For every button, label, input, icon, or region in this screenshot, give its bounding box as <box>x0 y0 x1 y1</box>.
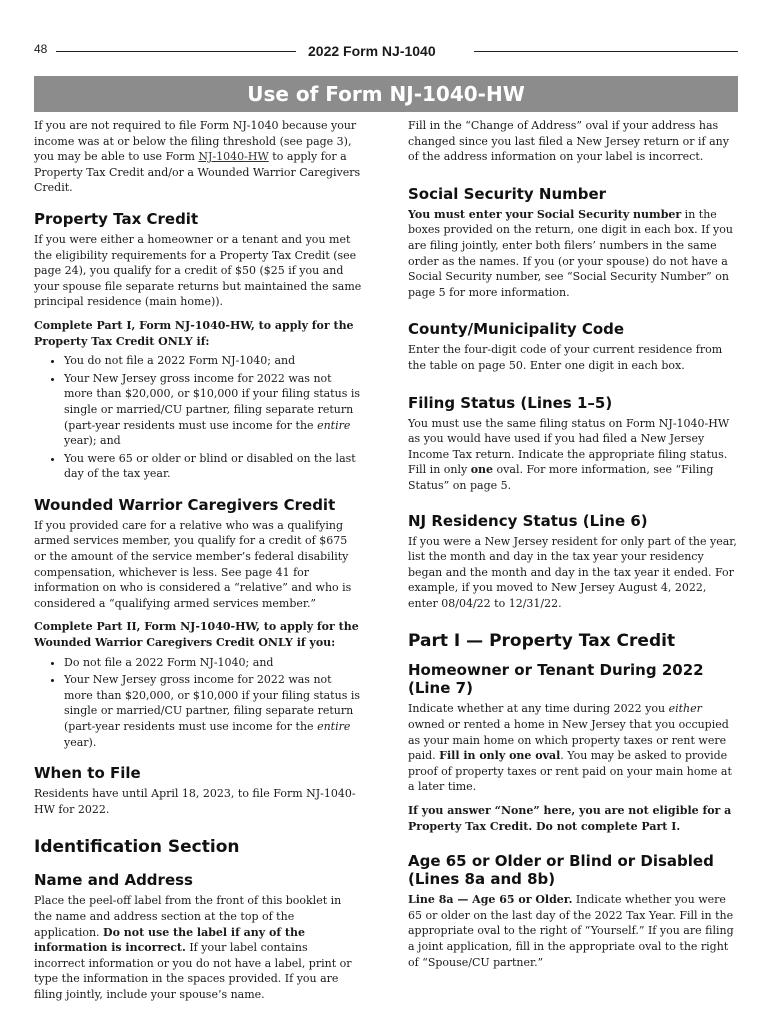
list-item: • Do not file a 2022 Form NJ-1040; and <box>64 655 362 671</box>
page-header <box>34 38 738 58</box>
county-code-heading: County/Municipality Code <box>408 320 625 339</box>
list-item: • You do not file a 2022 Form NJ-1040; and <box>64 353 362 369</box>
age-blind-disabled-heading: Age 65 or Older or Blind or Disabled (Lines 8a and 8b) <box>408 852 714 889</box>
ptc-part-i-paragraph: Complete Part I, Form NJ-1040-HW, to apply for the Property Tax Credit ONLY if: <box>34 318 354 348</box>
identification-section-heading: Identification Section <box>34 837 240 858</box>
list-item: • Your New Jersey gross income for 2022 was not more than $20,000, or $10,000 if your filing status is single or married/CU partner, filing separate return (part-year residents must use income for the entire year); and <box>64 371 362 449</box>
wounded-warrior-heading: Wounded Warrior Caregivers Credit <box>34 495 336 514</box>
none-answer-paragraph: If you answer “None” here, you are not eligible for a Property Tax Credit. Do not complete Part I. <box>408 804 732 833</box>
intro-paragraph: If you are not required to file Form NJ-1040 because your income was at or below the filing threshold (see page 3), you may be able to use Form NJ-1040-HW to apply for a Property Tax Credit and/or a Wounded Warrior Caregivers Credit. <box>34 119 361 195</box>
county-code-paragraph: Enter the four-digit code of your current residence from the table on page 50. Enter one digit in each box. <box>408 343 723 372</box>
ssn-paragraph: You must enter your Social Security number in the boxes provided on the return, one digit in each box. If you are filing jointly, enter both filers’ numbers in the same order as the names. If you (or your spouse) do not have a Social Security number, see “Social Security Number” on page 5 for more information. <box>408 207 733 299</box>
name-address-paragraph: Place the peel-off label from the front of this booklet in the name and address section at the top of the application. Do not use the label if any of the information is incorrect. If your label contains incorrect information or you do not have a label, print or type the information in the spaces provided. If you are filing jointly, include your spouse’s name. <box>34 894 352 1001</box>
page-number: 48 <box>34 42 48 56</box>
form-title: 2022 Form NJ-1040 <box>308 43 436 59</box>
filing-status-paragraph: You must use the same filing status on Form NJ-1040-HW as you would have used if you had filed a New Jersey Income Tax return. Indicate the appropriate filing status. Fill in only one oval. For more information, see “Filing Status” on page 5. <box>408 416 730 492</box>
wwc-paragraph: If you provided care for a relative who was a qualifying armed services member, you qualify for a credit of $675 or the amount of the service member’s federal disability compensation, whichever is less. See page 41 for information on who is considered a “relative” and who is considered a “qualifying armed services member.” <box>34 518 352 610</box>
when-to-file-heading: When to File <box>34 764 141 783</box>
filing-status-heading: Filing Status (Lines 1–5) <box>408 393 613 412</box>
wwc-part-ii-paragraph: Complete Part II, Form NJ-1040-HW, to apply for the Wounded Warrior Caregivers Credit ONLY if you: <box>34 620 359 650</box>
list-item: • Your New Jersey gross income for 2022 was not more than $20,000, or $10,000 if your filing status is single or married/CU partner, filing separate return (part-year residents must use income for the entire year). <box>64 672 362 750</box>
property-tax-credit-heading: Property Tax Credit <box>34 209 199 228</box>
homeowner-tenant-paragraph: Indicate whether at any time during 2022 you either owned or rented a home in New Jersey that you occupied as your main home on which property taxes or rent were paid. Fill in only one oval. You may be asked to provide proof of property taxes or rent paid on your main home at a later time. <box>408 702 732 794</box>
list-item: • You were 65 or older or blind or disabled on the last day of the tax year. <box>64 451 362 482</box>
when-to-file-paragraph: Residents have until April 18, 2023, to file Form NJ-1040-HW for 2022. <box>34 787 356 816</box>
header-rule-right <box>474 51 738 52</box>
ptc-list <box>34 353 362 482</box>
residency-status-heading: NJ Residency Status (Line 6) <box>408 511 648 530</box>
ssn-heading: Social Security Number <box>408 184 607 203</box>
wwc-list <box>34 655 362 751</box>
ptc-paragraph: If you were either a homeowner or a tenant and you met the eligibility requirements for a Property Tax Credit (see page 24), you qualify for a credit of $50 ($25 if you and your spouse file separate returns but maintained the same principal residence (main home)). <box>34 232 362 309</box>
left-column <box>34 118 362 1011</box>
homeowner-tenant-heading: Homeowner or Tenant During 2022 (Line 7) <box>408 661 704 698</box>
header-rule-left <box>56 51 296 52</box>
right-column <box>408 118 738 978</box>
change-of-address-paragraph: Fill in the “Change of Address” oval if your address has changed since you last filed a New Jersey return or if any of the address information on your label is incorrect. <box>408 119 729 164</box>
page-title-banner: Use of Form NJ-1040-HW <box>34 76 738 112</box>
residency-status-paragraph: If you were a New Jersey resident for only part of the year, list the month and day in the tax year your residency began and the month and day in the tax year it ended. For example, if you moved to New Jersey August 4, 2022, enter 08/04/22 to 12/31/22. <box>408 534 737 610</box>
part-i-heading: Part I — Property Tax Credit <box>408 631 676 652</box>
age-paragraph: Line 8a — Age 65 or Older. Indicate whether you were 65 or older on the last day of the 2022 Tax Year. Fill in the appropriate oval to the right of “Yourself.” If you are filing a joint application, fill in the appropriate oval to the right of “Spouse/CU partner.” <box>408 893 734 969</box>
nj-1040-hw-link[interactable]: NJ-1040-HW <box>198 150 269 164</box>
name-and-address-heading: Name and Address <box>34 871 193 890</box>
